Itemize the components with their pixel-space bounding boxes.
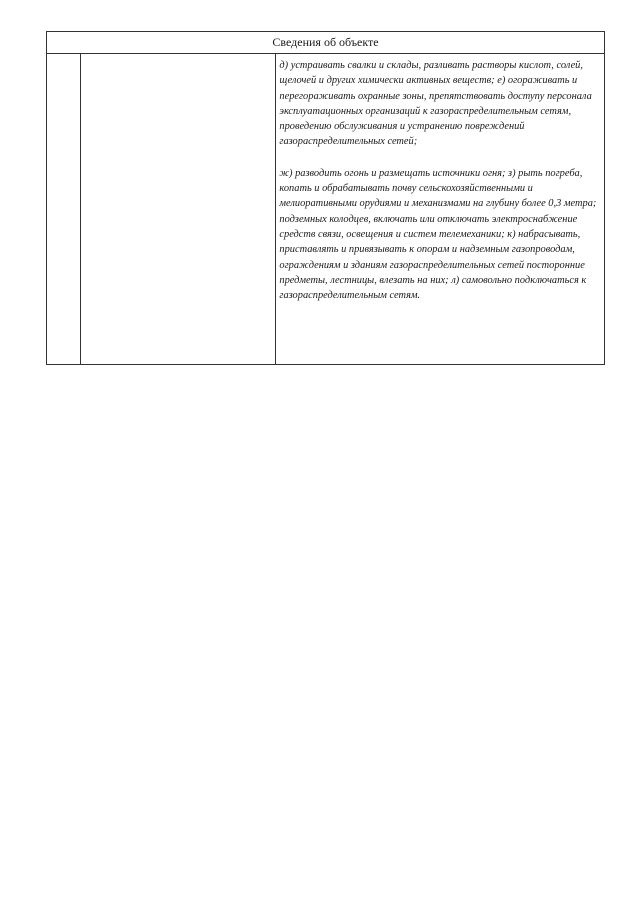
object-info-table xyxy=(46,31,605,365)
paragraph-spacer xyxy=(279,150,602,166)
empty-cell-name xyxy=(81,54,276,365)
restrictions-paragraph-1: д) устраивать свалки и склады, разливать растворы кислот, солей, щелочей и других химически активных веществ; е) огораживать и перегораживать охранные зоны, препятствовать доступу персонала эксплуатационных организаций к газораспределительным сетям, проведению обслуживания и устранению повреждений газораспределительных сетей; xyxy=(279,60,592,148)
empty-cell-number xyxy=(47,54,81,365)
table-header-row xyxy=(47,32,605,54)
restrictions-text-cell xyxy=(276,54,605,365)
table-row xyxy=(47,54,605,365)
restrictions-paragraph-2: ж) разводить огонь и размещать источники огня; з) рыть погреба, копать и обрабатывать почву сельскохозяйственными и мелиоративными орудиями и механизмами на глубину более 0,3 метра; подземных колодцев, включать или отключать электроснабжение средств связи, освещения и систем телемеханики; к) набрасывать, приставлять и привязывать к опорам и надземным газопроводам, ограждениям и зданиям газораспределительных сетей посторонние предметы, лестницы, влезать на них; л) самовольно подключаться к газораспределительным сетям. xyxy=(279,167,597,302)
table-header-title: Сведения об объекте xyxy=(47,32,605,54)
